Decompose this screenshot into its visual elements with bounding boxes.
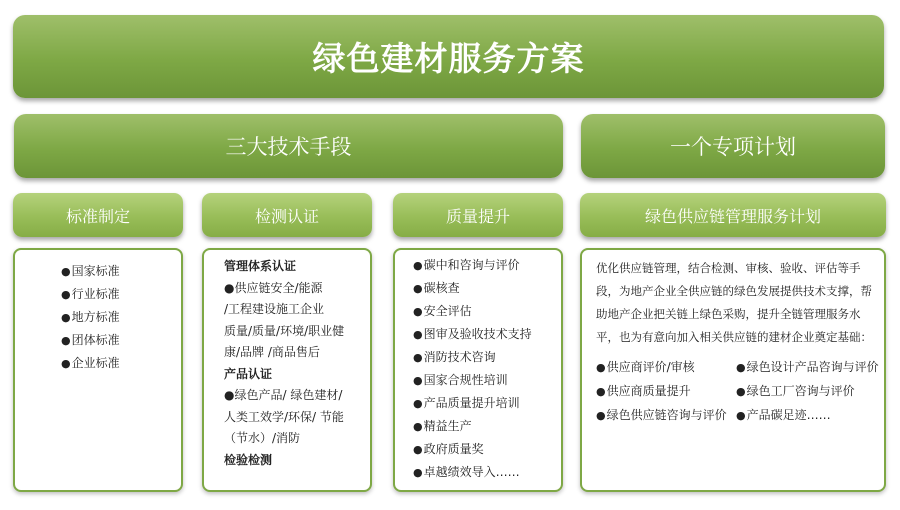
certification-label-bar [202,193,372,237]
supply-chain-box [580,248,886,492]
certification-box [202,248,372,492]
quality-label: 质量提升 [445,206,510,226]
standards-list [61,260,181,375]
list-item: ● 行业标准 [61,283,181,306]
certification-label: 检测认证 [254,206,319,226]
list-item: 康/品牌 /商品售后 [224,345,320,359]
certification-list [224,256,370,471]
left-header: 三大技术手段 [225,135,352,159]
list-item: ● 供应商质量提升 [596,381,736,402]
quality-list [413,254,561,484]
list-item: ● 绿色供应链咨询与评价 [596,405,736,426]
list-item: ● 卓越绩效导入…… [413,461,561,484]
quality-box [393,248,563,492]
supply-chain-description: 优化供应链管理，结合检测、审核、验收、评估等手段，为地产企业全供应链的绿色发展提供技术支撑，帮助地产企业把关链上绿色采购，提升全链管理服务水平，也为有意向加入相关供应链的建材企业奠定基础： [596,261,872,344]
list-item: ● 消防技术咨询 [413,346,561,369]
page-title: 绿色建材服务方案 [312,39,585,78]
standards-box [13,248,183,492]
list-item: ● 政府质量奖 [413,438,561,461]
right-header: 一个专项计划 [670,135,796,159]
list-item: ● 供应商评价/审核 [596,357,736,378]
supply-chain-label-bar [580,193,886,237]
list-heading: 产品认证 [224,366,273,381]
supply-chain-label: 绿色供应链管理服务计划 [644,206,821,226]
list-item: 人类工效学/环保/ 节能 [224,409,344,424]
list-item: ●供应链安全/能源 [224,280,323,295]
standards-label-bar [13,193,183,237]
right-header-banner [581,114,885,178]
list-heading: 管理体系认证 [224,259,297,273]
list-item: ● 国家合规性培训 [413,369,561,392]
title-banner [13,15,884,98]
list-item: ● 团体标准 [61,329,181,352]
list-item: ● 产品质量提升培训 [413,392,561,415]
list-item: /工程建设施工企业 [224,302,325,316]
list-heading: 检验检测 [224,452,273,467]
list-item: ●绿色产品/ 绿色建材/ [224,388,343,402]
left-header-banner [14,114,563,178]
list-item: ● 地方标准 [61,306,181,329]
list-item: 质量/质量/环境/职业健 [224,323,345,338]
list-item: ● 绿色设计产品咨询与评价 [736,357,896,378]
list-item: ● 产品碳足迹…… [736,405,896,426]
list-item: ● 企业标准 [61,352,181,375]
list-item: ● 碳核查 [413,277,561,300]
list-item: ● 碳中和咨询与评价 [413,254,561,277]
standards-label: 标准制定 [65,206,130,226]
list-item: ● 安全评估 [413,300,561,323]
list-item: ● 绿色工厂咨询与评价 [736,381,896,402]
quality-label-bar [393,193,563,237]
list-item: （节水）/消防 [224,431,301,445]
supply-chain-list [596,357,879,426]
list-item: ● 精益生产 [413,415,561,438]
list-item: ● 国家标准 [61,260,181,283]
list-item: ● 图审及验收技术支持 [413,323,561,346]
